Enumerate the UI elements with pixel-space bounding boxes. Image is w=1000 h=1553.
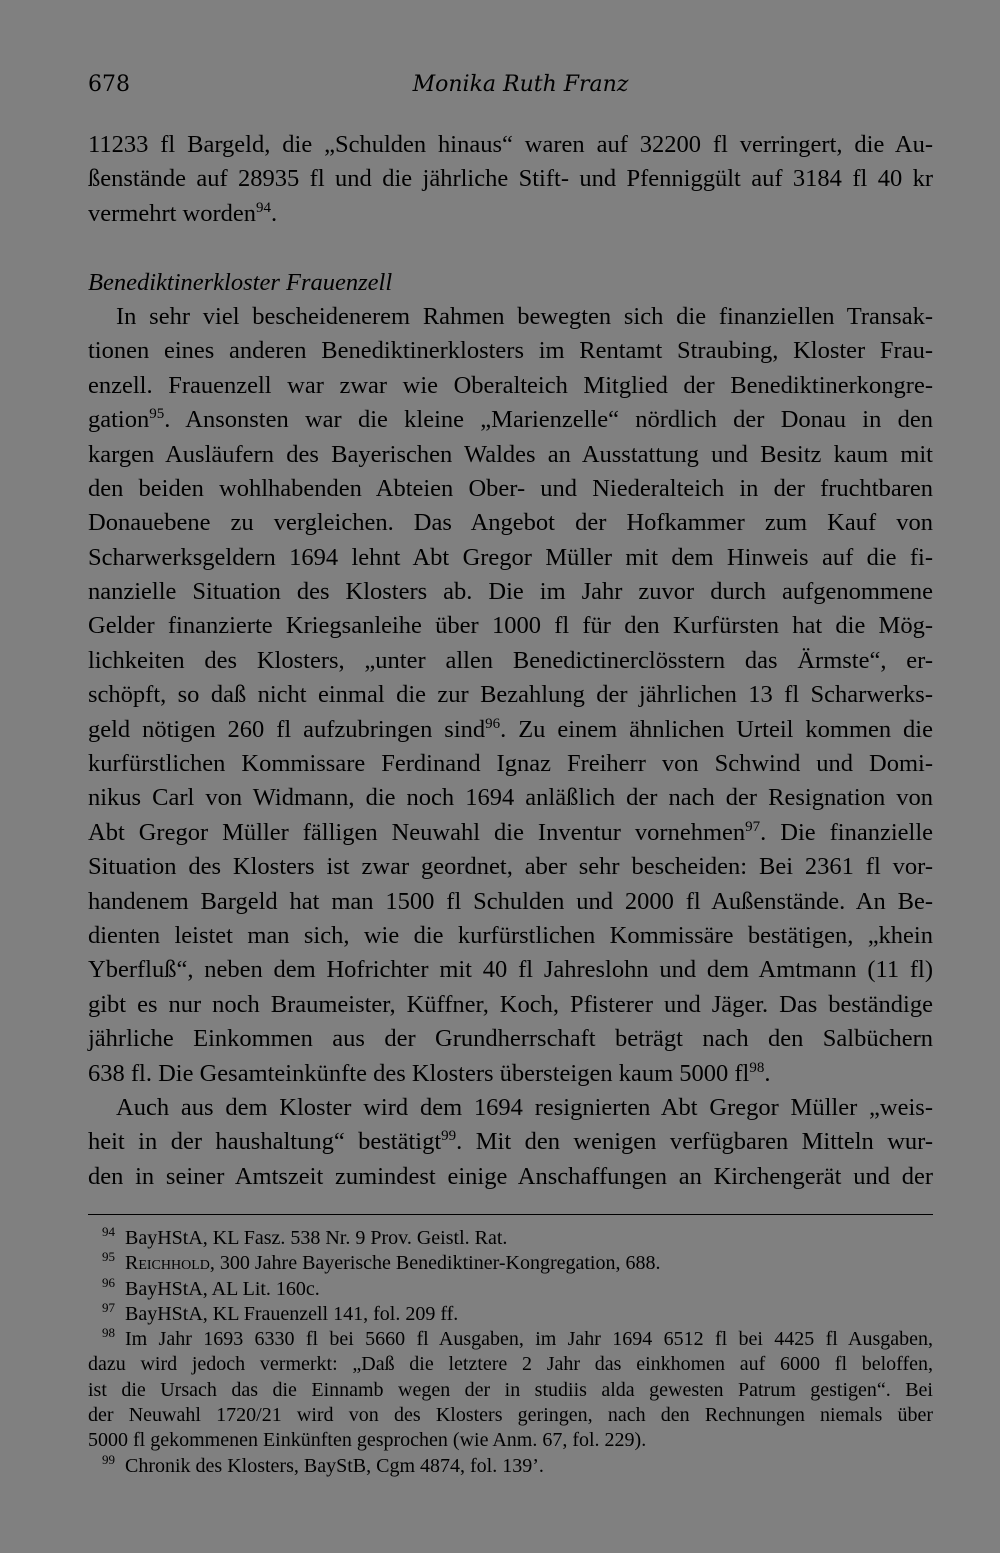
text-line: Situation des Klosters ist zwar geordnet, aber sehr bescheiden: Bei 2361 fl vor- xyxy=(88,853,933,881)
footnote-94: $^{94}$ BayHStA, KL Fasz. 538 Nr. 9 Prov. Geistl. Rat. xyxy=(102,1224,508,1249)
footnote-mark: 97 xyxy=(102,1299,115,1315)
text-line: Scharwerksgeldern 1694 lehnt Abt Gregor Müller mit dem Hinweis auf die fi- xyxy=(88,543,933,571)
text-line: Gelder finanzierte Kriegsanleihe über 1000 fl für den Kurfürsten hat die Mög- xyxy=(88,612,933,640)
author-name: Reichhold xyxy=(125,1252,210,1275)
text-line: Abt Gregor Müller fälligen Neuwahl die Inventur vornehmen$^{97}$. Die finanzielle xyxy=(88,818,933,846)
text-line: Auch aus dem Kloster wird dem 1694 resignierten Abt Gregor Müller „weis- xyxy=(116,1093,933,1121)
text-line: nikus Carl von Widmann, die noch 1694 anläßlich der nach der Resignation von xyxy=(88,784,933,812)
footnote-98-line: der Neuwahl 1720/21 wird von des Klosters geringen, nach den Rechnungen niemals über xyxy=(88,1404,933,1427)
text-line: handenem Bargeld hat man 1500 fl Schulden und 2000 fl Außenstände. An Be- xyxy=(88,887,933,915)
footnote-98-line: dazu wird jedoch vermerkt: „Daß die letztere 2 Jahr das einkhomen auf 6000 fl beloffen, xyxy=(88,1353,933,1376)
text-line: ßenstände auf 28935 fl und die jährliche Stift- und Pfenniggült auf 3184 fl 40 kr xyxy=(88,165,933,193)
footnote-ref[interactable]: 94 xyxy=(256,199,272,216)
text-line: schöpft, so daß nicht einmal die zur Bezahlung der jährlichen 13 fl Scharwerks- xyxy=(88,681,933,709)
text-line: 11233 fl Bargeld, die „Schulden hinaus“ waren auf 32200 fl verringert, die Au- xyxy=(88,131,933,158)
text-line: In sehr viel bescheidenerem Rahmen bewegten sich die finanziellen Transak- xyxy=(116,302,933,330)
footnote-98-line: ist die Ursach das die Einnamb wegen der in studiis alda gewesten Patrum gestigen“. Bei xyxy=(88,1378,933,1401)
text-line: tionen eines anderen Benediktinerklosters im Rentamt Straubing, Kloster Frau- xyxy=(88,337,933,365)
footnote-mark: 95 xyxy=(102,1249,115,1265)
footnote-ref[interactable]: 95 xyxy=(149,406,165,423)
footnote-mark: 96 xyxy=(102,1274,115,1290)
footnote-95: $^{95}$ Reichhold, 300 Jahre Bayerische Benediktiner-Kongregation, 688. xyxy=(102,1249,661,1275)
footnote-98: $^{98}$ Im Jahr 1693 6330 fl bei 5660 fl Ausgaben, im Jahr 1694 6512 fl bei 4425 fl Ausgaben, xyxy=(102,1325,933,1351)
text-line: geld nötigen 260 fl aufzubringen sind$^{96}$. Zu einem ähnlichen Urteil kommen die xyxy=(88,715,933,743)
footnote-96: $^{96}$ BayHStA, AL Lit. 160c. xyxy=(102,1274,320,1300)
section-heading: Benediktinerkloster Frauenzell xyxy=(88,268,393,296)
text-line: heit in der haushaltung“ bestätigt$^{99}$. Mit den wenigen verfügbaren Mitteln wur- xyxy=(88,1128,933,1156)
text-line: gation$^{95}$. Ansonsten war die kleine „Marienzelle“ nördlich der Donau in den xyxy=(88,406,933,434)
text-line: kargen Ausläufern des Bayerischen Waldes an Ausstattung und Besitz kaum mit xyxy=(88,440,933,468)
footnote-mark: 99 xyxy=(102,1451,115,1467)
running-head: Monika Ruth Franz xyxy=(412,72,629,97)
footnote-rule xyxy=(88,1214,933,1215)
footnote-99: $^{99}$ Chronik des Klosters, BayStB, Cgm 4874, fol. 139’. xyxy=(102,1451,544,1477)
footnote-ref[interactable]: 99 xyxy=(441,1128,457,1145)
footnote-mark: 98 xyxy=(102,1325,115,1341)
text-line: jährliche Einkommen aus der Grundherrschaft beträgt nach den Salbüchern xyxy=(88,1025,933,1053)
footnote-mark: 94 xyxy=(102,1224,115,1239)
footnote-98-line: 5000 fl gekommenen Einkünften gesprochen (wie Anm. 67, fol. 229). xyxy=(88,1429,647,1452)
text-line: Donauebene zu vergleichen. Das Angebot der Hofkammer zum Kauf von xyxy=(88,509,933,537)
page-header xyxy=(88,68,933,102)
main-text xyxy=(88,128,933,1194)
text-line: lichkeiten des Klosters, „unter allen Benedictinerclösstern das Ärmste“, er- xyxy=(88,646,933,674)
text-line: den in seiner Amtszeit zumindest einige Anschaffungen an Kirchengerät und der xyxy=(88,1162,933,1190)
footnotes xyxy=(88,1226,933,1479)
page-number: 678 xyxy=(88,72,130,97)
text-line: nanzielle Situation des Klosters ab. Die im Jahr zuvor durch aufgenommene xyxy=(88,578,933,606)
footnote-ref[interactable]: 96 xyxy=(485,715,501,732)
footnote-ref[interactable]: 98 xyxy=(749,1059,765,1076)
text-line: Yberfluß“, neben dem Hofrichter mit 40 fl Jahreslohn und dem Amtmann (11 fl) xyxy=(88,956,933,984)
text-line: dienten leistet man sich, wie die kurfürstlichen Kommissäre bestätigen, „khein xyxy=(88,921,933,949)
text-line: 638 fl. Die Gesamteinkünfte des Klosters übersteigen kaum 5000 $fl^{98}$. xyxy=(88,1059,771,1087)
footnote-ref[interactable]: 97 xyxy=(745,818,761,835)
text-line: kurfürstlichen Kommissare Ferdinand Ignaz Freiherr von Schwind und Domi- xyxy=(88,750,933,778)
text-line: vermehrt worden$^{94}$. xyxy=(88,199,278,227)
section-gap xyxy=(88,231,933,265)
footnote-97: $^{97}$ BayHStA, KL Frauenzell 141, fol. 209 ff. xyxy=(102,1299,459,1325)
text-line: gibt es nur noch Braumeister, Küffner, Koch, Pfisterer und Jäger. Das beständige xyxy=(88,990,933,1018)
text-line: den beiden wohlhabenden Abteien Ober- und Niederalteich in der fruchtbaren xyxy=(88,474,933,502)
text-line: enzell. Frauenzell war zwar wie Oberalteich Mitglied der Benediktinerkongre- xyxy=(88,371,933,399)
